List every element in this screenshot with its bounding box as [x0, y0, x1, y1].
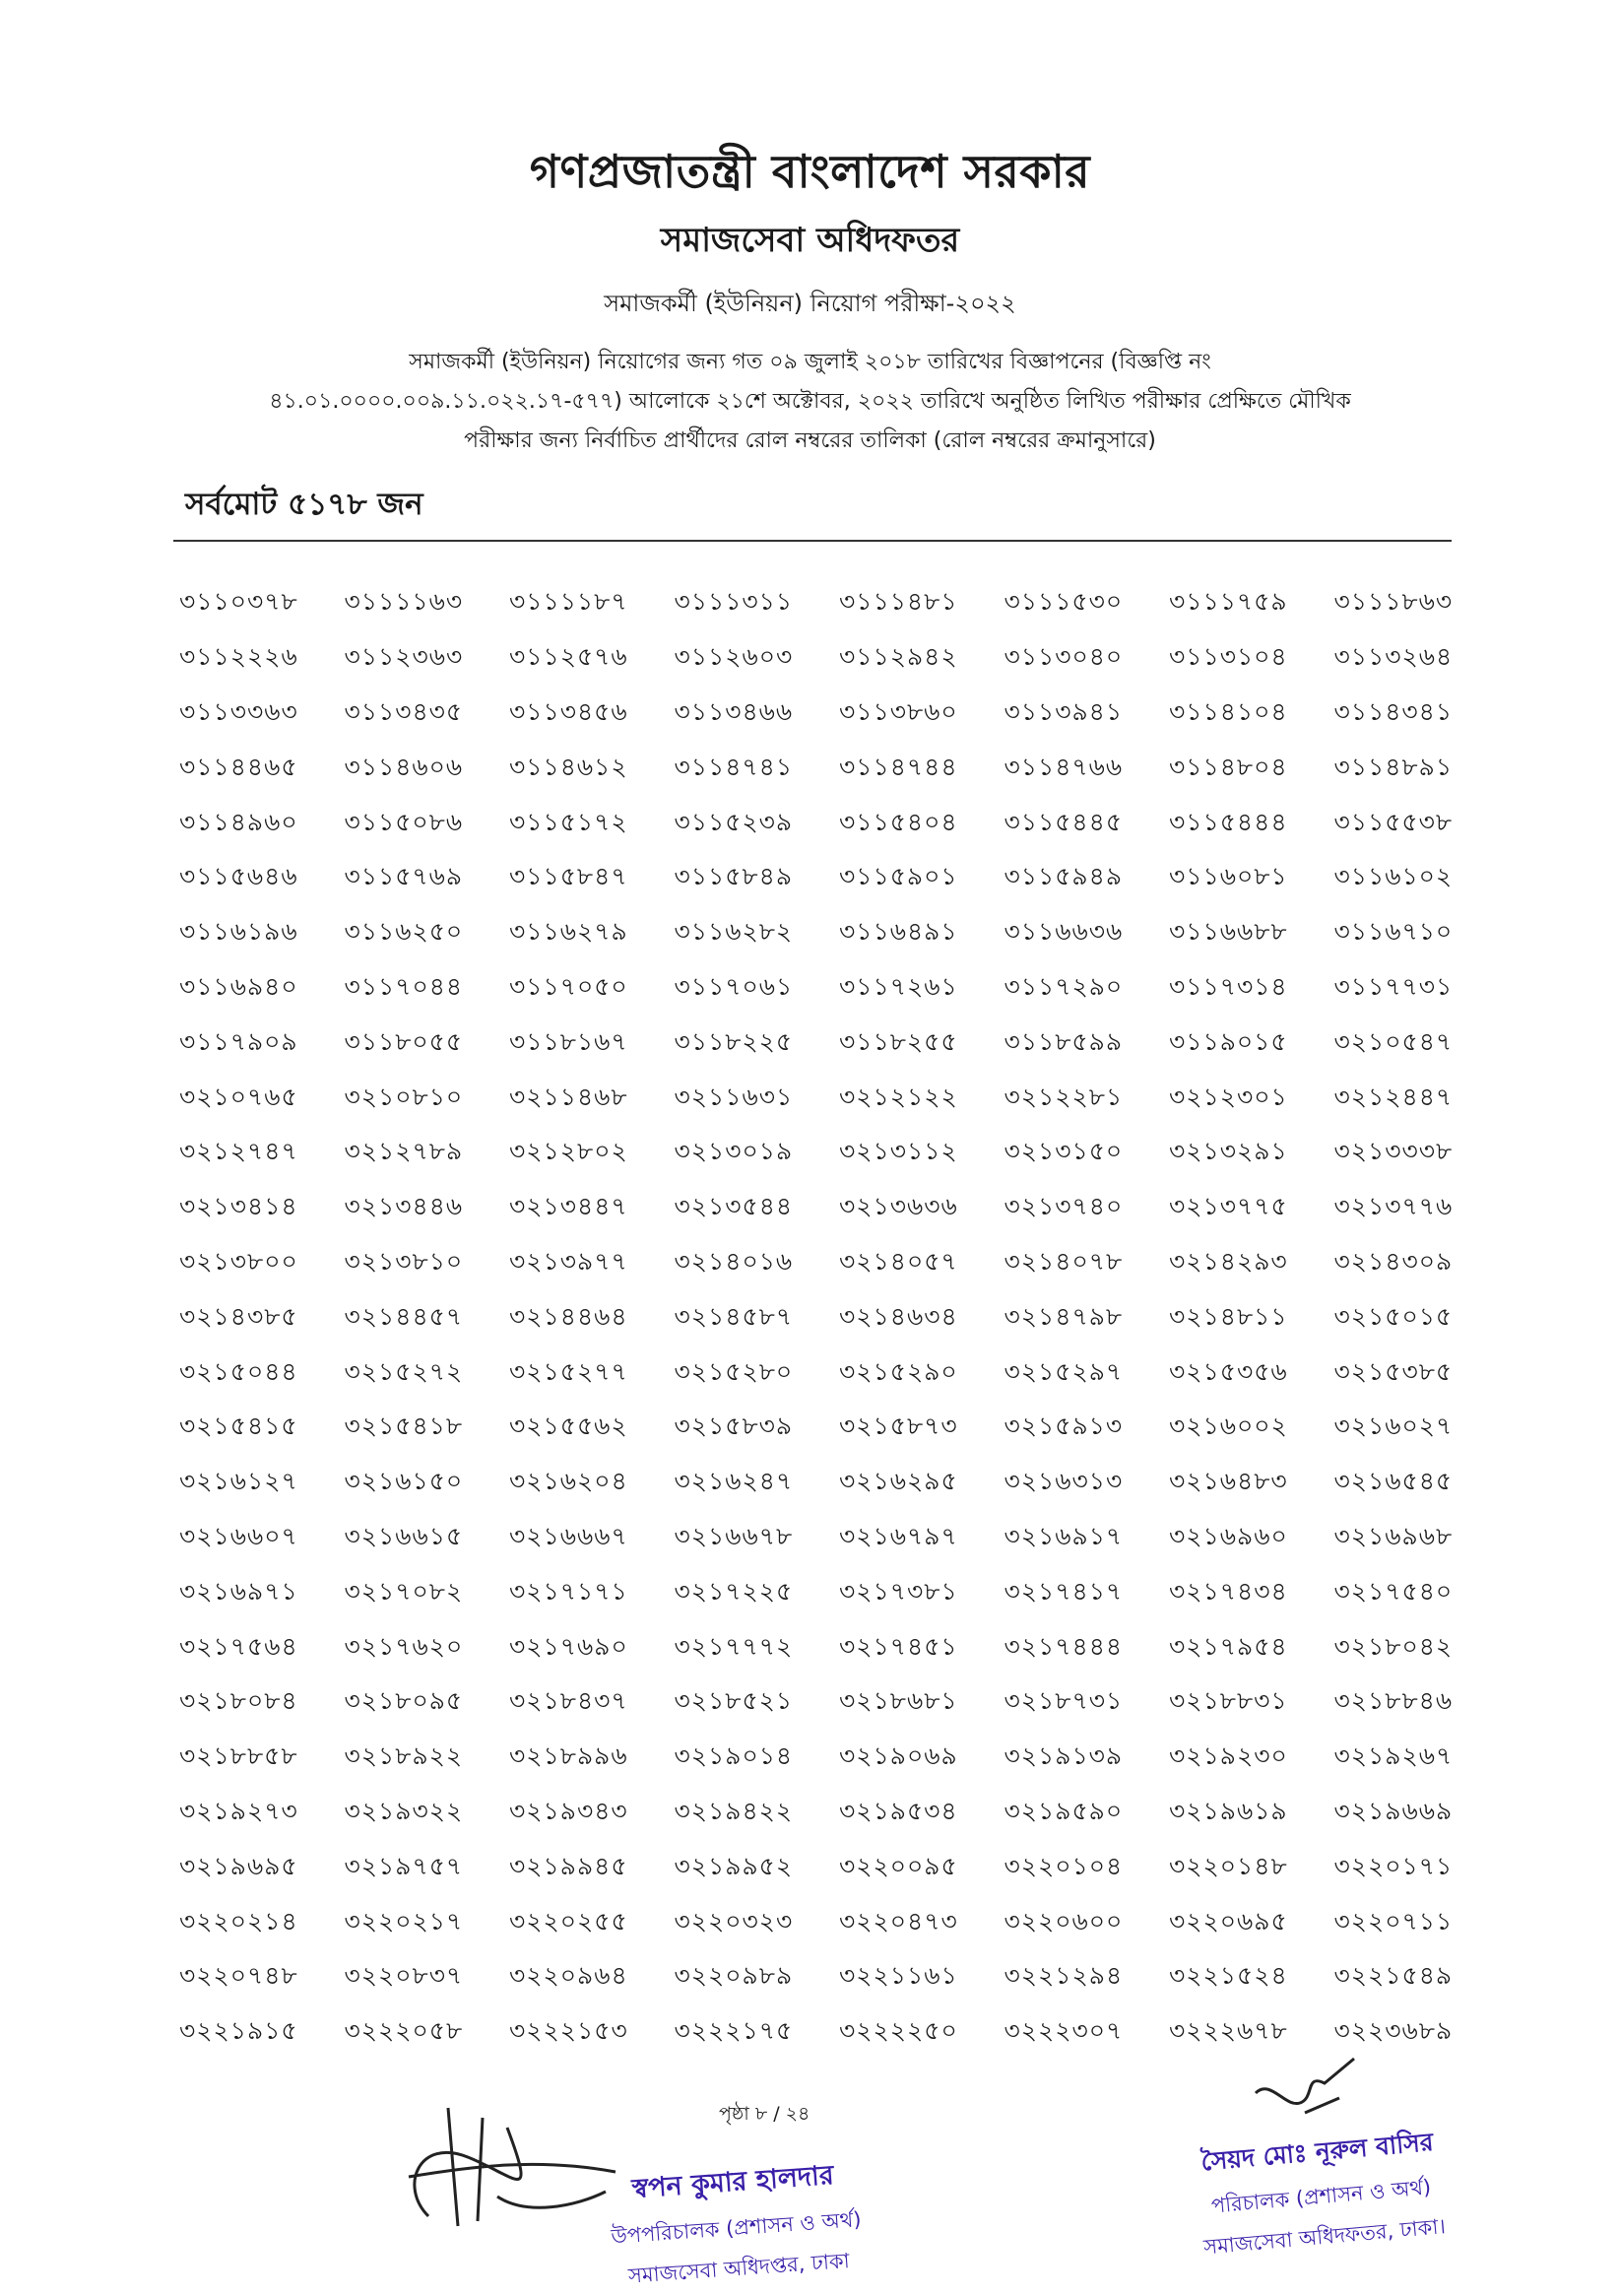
roll-number: ৩২১৭৩৮১ [839, 1576, 958, 1606]
roll-number: ৩২১৭৯৫৪ [1169, 1631, 1288, 1661]
roll-number: ৩১১২২২৬ [179, 642, 298, 672]
roll-number: ৩২১০৮১০ [344, 1082, 464, 1111]
roll-number: ৩২২১২৯৪ [1004, 1961, 1124, 1991]
roll-number: ৩১১১১৮৭ [509, 587, 628, 617]
roll-number: ৩২১৯২৭৩ [179, 1796, 298, 1825]
roll-number: ৩২১৫০৪৪ [179, 1356, 298, 1386]
roll-number: ৩১১৫৮৪৭ [509, 862, 628, 891]
signatory-designation: উপপরিচালক (প্রশাসন ও অর্থ) [610, 2207, 863, 2249]
roll-number: ৩১১৯০১৫ [1169, 1026, 1288, 1056]
roll-number: ৩২১৫২৯০ [839, 1356, 958, 1386]
roll-number: ৩১১১৫৩০ [1004, 587, 1124, 617]
roll-number: ৩২১৫২৮০ [674, 1356, 794, 1386]
roll-number: ৩১১২৫৭৬ [509, 642, 628, 672]
roll-number: ৩২১৬৯৭১ [179, 1576, 298, 1606]
roll-number: ৩২১৮৮৪৬ [1333, 1686, 1454, 1716]
roll-number: ৩১১৭০৪৪ [344, 971, 464, 1001]
roll-number: ৩১১৩০৪০ [1004, 642, 1124, 672]
roll-number: ৩২২১৯১৫ [179, 2016, 298, 2046]
roll-number: ৩১১১৮৬৩ [1333, 587, 1454, 617]
roll-number: ৩১১৬২৫০ [344, 917, 464, 947]
roll-number: ৩২১৫৮৩৯ [674, 1411, 794, 1441]
roll-number: ৩২২০৭৪৮ [179, 1961, 298, 1991]
roll-number: ৩২১৬৩১৩ [1004, 1467, 1124, 1496]
roll-number: ৩১১২৩৬৩ [344, 642, 464, 672]
roll-number: ৩২১২৭৮৯ [344, 1137, 464, 1166]
roll-number: ৩১১৫৪৪৫ [1004, 807, 1124, 836]
roll-number: ৩২২০৬৯৫ [1169, 1906, 1288, 1935]
roll-number: ৩২১৭৪৪৪ [1004, 1631, 1124, 1661]
roll-number: ৩২১৩০১৯ [674, 1137, 794, 1166]
roll-number: ৩১১৩৩৬৩ [179, 696, 298, 726]
roll-number: ৩২১৮০৯৫ [344, 1686, 464, 1716]
page-number: পৃষ্ঠা ৮ / ২৪ [719, 2103, 810, 2125]
roll-number: ৩১১৭০৬১ [674, 971, 794, 1001]
roll-number: ৩২১৬৭৯৭ [839, 1521, 958, 1550]
roll-number: ৩১১৭৯০৯ [179, 1026, 298, 1056]
roll-number: ৩১১৬৬৩৬ [1004, 917, 1124, 947]
roll-number: ৩২১৫২৭২ [344, 1356, 464, 1386]
roll-number: ৩২১৮৯৯৬ [509, 1741, 628, 1771]
roll-number: ৩২১৩১৫০ [1004, 1137, 1124, 1166]
roll-number: ৩২১৯৭৫৭ [344, 1851, 464, 1880]
roll-number: ৩২১৬৯১৭ [1004, 1521, 1124, 1550]
roll-number: ৩১১৩৯৪১ [1004, 696, 1124, 726]
roll-number: ৩২১৯৩৪৩ [509, 1796, 628, 1825]
roll-number: ৩২১৭৫৬৪ [179, 1631, 298, 1661]
roll-number: ৩১১৪৬১২ [509, 752, 628, 781]
roll-number: ৩২১৯৫৯০ [1004, 1796, 1124, 1825]
signatory-name: স্বপন কুমার হালদার [630, 2159, 835, 2205]
roll-number: ৩২২০২৫৫ [509, 1906, 628, 1935]
roll-number: ৩২১৬০০২ [1169, 1411, 1288, 1441]
roll-number: ৩১১৫৫৩৮ [1333, 807, 1454, 836]
roll-number: ৩২১৩৫৪৪ [674, 1192, 794, 1221]
roll-number: ৩২২০৪৭৩ [839, 1906, 958, 1935]
roll-number: ৩২২০২১৪ [179, 1906, 298, 1935]
roll-number: ৩২১৭৪৫১ [839, 1631, 958, 1661]
roll-number: ৩২১৬২৯৫ [839, 1467, 958, 1496]
roll-number: ৩২১৬৯৬৮ [1333, 1521, 1454, 1550]
roll-number: ৩১১৬৯৪০ [179, 971, 298, 1001]
roll-number: ৩১১১৪৮১ [839, 587, 958, 617]
roll-number: ৩২১৩৭৪০ [1004, 1192, 1124, 1221]
roll-number: ৩২১২৭৪৭ [179, 1137, 298, 1166]
roll-number: ৩২১৫৮৭৩ [839, 1411, 958, 1441]
roll-number: ৩১১৬৭১০ [1333, 917, 1454, 947]
roll-number: ৩২১৪৮১১ [1169, 1301, 1288, 1331]
roll-number: ৩১১৩৪৩৫ [344, 696, 464, 726]
roll-number: ৩১১৪৪৬৫ [179, 752, 298, 781]
roll-number: ৩২১৩৯৭৭ [509, 1246, 628, 1276]
roll-number: ৩২১২৪৪৭ [1333, 1082, 1454, 1111]
roll-number: ৩২১৭৪১৭ [1004, 1576, 1124, 1606]
roll-number: ৩১১৪৮৯১ [1333, 752, 1454, 781]
roll-number: ৩২১৯৪২২ [674, 1796, 794, 1825]
roll-number: ৩২১৩৩৩৮ [1333, 1137, 1454, 1166]
roll-number: ৩২১৩৪৪৬ [344, 1192, 464, 1221]
roll-number: ৩১১৬১০২ [1333, 862, 1454, 891]
signatory-name: সৈয়দ মোঃ নূরুল বাসির [1199, 2127, 1435, 2177]
roll-number: ৩১১৪৩৪১ [1333, 696, 1454, 726]
roll-number: ৩২২২০৫৮ [344, 2016, 464, 2046]
roll-number: ৩১১৫২৩৯ [674, 807, 794, 836]
roll-number: ৩২১৫৪১৮ [344, 1411, 464, 1441]
roll-number: ৩১১৬৬৮৮ [1169, 917, 1288, 947]
roll-number: ৩২১৫২৭৭ [509, 1356, 628, 1386]
roll-number: ৩২১৪৩০৯ [1333, 1246, 1454, 1276]
roll-number: ৩১১৬১৯৬ [179, 917, 298, 947]
roll-number: ৩২১৯২৩০ [1169, 1741, 1288, 1771]
roll-number: ৩২২২১৭৫ [674, 2016, 794, 2046]
roll-number: ৩২১৬৯৬০ [1169, 1521, 1288, 1550]
roll-number: ৩২১৫৫৬২ [509, 1411, 628, 1441]
roll-number: ৩২১৭৬৯০ [509, 1631, 628, 1661]
department-title: সমাজসেবা অধিদফতর [660, 221, 960, 260]
roll-number: ৩১১৫০৮৬ [344, 807, 464, 836]
roll-number: ৩২১৮০৮৪ [179, 1686, 298, 1716]
roll-number: ৩১১৪৭৪৪ [839, 752, 958, 781]
roll-number: ৩২১২১২২ [839, 1082, 958, 1111]
roll-number: ৩২১৭২২৫ [674, 1576, 794, 1606]
roll-number: ৩২১৪৩৮৫ [179, 1301, 298, 1331]
roll-number: ৩২১৮৫২১ [674, 1686, 794, 1716]
roll-number: ৩২১৬৬৭৮ [674, 1521, 794, 1550]
roll-number: ৩২১৪২৯৩ [1169, 1246, 1288, 1276]
signatory-designation: পরিচালক (প্রশাসন ও অর্থ) [1209, 2175, 1432, 2218]
roll-number: ৩২১৪০৫৭ [839, 1246, 958, 1276]
signatory-office: সমাজসেবা অধিদপ্তর, ঢাকা [627, 2249, 851, 2288]
roll-number: ৩২১৬২৪৭ [674, 1467, 794, 1496]
roll-number: ৩২১৪০১৬ [674, 1246, 794, 1276]
roll-number: ৩১১৭২৬১ [839, 971, 958, 1001]
roll-number: ৩২১৯৩২২ [344, 1796, 464, 1825]
roll-number: ৩১১৫৭৬৯ [344, 862, 464, 891]
roll-number: ৩২১৮৮৩১ [1169, 1686, 1288, 1716]
divider [173, 540, 1452, 542]
roll-number: ৩২১২৮০২ [509, 1137, 628, 1166]
roll-number: ৩১১৭০৫০ [509, 971, 628, 1001]
roll-number: ৩২২৩৬৮৯ [1333, 2016, 1454, 2046]
roll-number: ৩১১৬২৭৯ [509, 917, 628, 947]
roll-number: ৩২১৯০৬৯ [839, 1741, 958, 1771]
roll-number: ৩২১৭৫৪০ [1333, 1576, 1454, 1606]
roll-number: ৩১১৩১০৪ [1169, 642, 1288, 672]
roll-number: ৩২১৩৪১৪ [179, 1192, 298, 1221]
roll-number: ৩১১০৩৭৮ [179, 587, 298, 617]
roll-number: ৩২১৯৯৪৫ [509, 1851, 628, 1880]
roll-number: ৩২১৫৪১৫ [179, 1411, 298, 1441]
roll-number: ৩১১৫৪৪৪ [1169, 807, 1288, 836]
roll-number: ৩২২০১৭১ [1333, 1851, 1454, 1880]
roll-number-grid [179, 576, 1499, 2061]
roll-number: ৩১১৬০৮১ [1169, 862, 1288, 891]
roll-number: ৩২১৫৩৫৬ [1169, 1356, 1288, 1386]
roll-number: ৩১১৩৪৬৬ [674, 696, 794, 726]
roll-number: ৩২১৩৮১০ [344, 1246, 464, 1276]
roll-number: ৩১১৫৮৪৯ [674, 862, 794, 891]
roll-number: ৩২১৬১৫০ [344, 1467, 464, 1496]
roll-number: ৩২১৬০২৭ [1333, 1411, 1454, 1441]
roll-number: ৩১১৮২৫৫ [839, 1026, 958, 1056]
roll-number: ৩২১৫২৯৭ [1004, 1356, 1124, 1386]
roll-number: ৩২২১১৬১ [839, 1961, 958, 1991]
roll-number: ৩২১৯৯৫২ [674, 1851, 794, 1880]
roll-number: ৩১১৭৭৩১ [1333, 971, 1454, 1001]
roll-number: ৩২২০২১৭ [344, 1906, 464, 1935]
roll-number: ৩২১৩৭৭৫ [1169, 1192, 1288, 1221]
stamp-left-signatory [607, 2153, 866, 2295]
roll-number: ৩২২১৫২৪ [1169, 1961, 1288, 1991]
roll-number: ৩২২০৮৩৭ [344, 1961, 464, 1991]
roll-number: ৩২২০১০৪ [1004, 1851, 1124, 1880]
roll-number: ৩২২০৬০০ [1004, 1906, 1124, 1935]
roll-number: ৩১১৪৯৬০ [179, 807, 298, 836]
roll-number: ৩১১৮১৬৭ [509, 1026, 628, 1056]
notice-line: ৪১.০১.০০০০.০০৯.১১.০২২.১৭-৫৭৭) আলোকে ২১শে অক্টোবর, ২০২২ তারিখে অনুষ্ঠিত লিখিত পরীক্ষার প্রেক্ষিতে মৌখিক [269, 389, 1351, 414]
notice-line: পরীক্ষার জন্য নির্বাচিত প্রার্থীদের রোল নম্বরের তালিকা (রোল নম্বরের ক্রমানুসারে) [464, 428, 1156, 453]
handwritten-signature-left [389, 2098, 625, 2236]
roll-number: ৩১১৭২৯০ [1004, 971, 1124, 1001]
roll-number: ৩২১৮৬৮১ [839, 1686, 958, 1716]
roll-number: ৩২১০৭৬৫ [179, 1082, 298, 1111]
notice-paragraph [0, 343, 1620, 461]
roll-number: ৩২২২১৫৩ [509, 2016, 628, 2046]
roll-number: ৩২১২২৮১ [1004, 1082, 1124, 1111]
handwritten-signature-right [1246, 2054, 1364, 2132]
roll-number: ৩২১৯২৬৭ [1333, 1741, 1454, 1771]
roll-number: ৩২১৬৬১৫ [344, 1521, 464, 1550]
notice-line: সমাজকর্মী (ইউনিয়ন) নিয়োগের জন্য গত ০৯ জুলাই ২০১৮ তারিখের বিজ্ঞাপনের (বিজ্ঞপ্তি নং [409, 350, 1211, 374]
roll-number: ৩২১৩৬৩৬ [839, 1192, 958, 1221]
roll-number: ৩২১৪৭৯৮ [1004, 1301, 1124, 1331]
roll-number: ৩২১২৩০১ [1169, 1082, 1288, 1111]
roll-number: ৩১১৫৪০৪ [839, 807, 958, 836]
roll-number: ৩২১৬৫৪৫ [1333, 1467, 1454, 1496]
roll-number: ৩২১৯৬৯৫ [179, 1851, 298, 1880]
roll-number: ৩১১৩২৬৪ [1333, 642, 1454, 672]
roll-number: ৩২২২৩০৭ [1004, 2016, 1124, 2046]
roll-number: ৩১১৭৩১৪ [1169, 971, 1288, 1001]
government-title: গণপ্রজাতন্ত্রী বাংলাদেশ সরকার [529, 145, 1091, 198]
roll-number: ৩১১৫৯৪৯ [1004, 862, 1124, 891]
roll-number: ৩১১৪৬০৬ [344, 752, 464, 781]
roll-number: ৩২১৭৭৭২ [674, 1631, 794, 1661]
roll-number: ৩২১৬৬০৭ [179, 1521, 298, 1550]
roll-number: ৩২১৩১১২ [839, 1137, 958, 1166]
roll-number: ৩২২০১৪৮ [1169, 1851, 1288, 1880]
roll-number: ৩২১৬২০৪ [509, 1467, 628, 1496]
roll-number: ৩২১৯৫৩৪ [839, 1796, 958, 1825]
roll-number: ৩২১৮০৪২ [1333, 1631, 1454, 1661]
total-candidates: সর্বমোট ৫১৭৮ জন [185, 487, 423, 522]
roll-number: ৩২২০৯৮৯ [674, 1961, 794, 1991]
roll-number: ৩২১৭৪৩৪ [1169, 1576, 1288, 1606]
roll-number: ৩২১৭১৭১ [509, 1576, 628, 1606]
roll-number: ৩১১১৩১১ [674, 587, 794, 617]
roll-number: ৩২১৪৫৮৭ [674, 1301, 794, 1331]
roll-number: ৩২১৩২৯১ [1169, 1137, 1288, 1166]
roll-number: ৩২১৩৭৭৬ [1333, 1192, 1454, 1221]
roll-number: ৩১১২৬০৩ [674, 642, 794, 672]
roll-number: ৩২১৭৬২০ [344, 1631, 464, 1661]
roll-number: ৩২২২৬৭৮ [1169, 2016, 1288, 2046]
roll-number: ৩১১১৭৫৯ [1169, 587, 1288, 617]
roll-number: ৩১১৮০৫৫ [344, 1026, 464, 1056]
roll-number: ৩১১৪৭৪১ [674, 752, 794, 781]
roll-number: ৩১১৫১৭২ [509, 807, 628, 836]
roll-number: ৩২১৬৬৬৭ [509, 1521, 628, 1550]
roll-number: ৩২১১৪৬৮ [509, 1082, 628, 1111]
roll-number: ৩২১৯৬১৯ [1169, 1796, 1288, 1825]
roll-number: ৩২২১৫৪৯ [1333, 1961, 1454, 1991]
roll-number: ৩১১৮২২৫ [674, 1026, 794, 1056]
roll-number: ৩২২০৩২৩ [674, 1906, 794, 1935]
signatory-office: সমাজসেবা অধিদফতর, ঢাকা। [1202, 2214, 1447, 2260]
roll-number: ৩২১৮৮৫৮ [179, 1741, 298, 1771]
roll-number: ৩২১০৫৪৭ [1333, 1026, 1454, 1056]
roll-number: ৩২১৪৪৬৪ [509, 1301, 628, 1331]
roll-number: ৩২২০৭১১ [1333, 1906, 1454, 1935]
roll-number: ৩২১৪৬৩৪ [839, 1301, 958, 1331]
roll-number: ৩২১৫৯১৩ [1004, 1411, 1124, 1441]
roll-number: ৩২১৮৪৩৭ [509, 1686, 628, 1716]
roll-number: ৩১১৪৮০৪ [1169, 752, 1288, 781]
roll-number: ৩২১৯১৩৯ [1004, 1741, 1124, 1771]
roll-number: ৩২১৬৪৮৩ [1169, 1467, 1288, 1496]
stamp-right-signatory [1195, 2122, 1447, 2265]
exam-title: সমাজকর্মী (ইউনিয়ন) নিয়োগ পরীক্ষা-২০২২ [604, 290, 1016, 317]
roll-number: ৩২১৮৭৩১ [1004, 1686, 1124, 1716]
roll-number: ৩২২০৯৬৪ [509, 1961, 628, 1991]
roll-number: ৩১১৫৯০১ [839, 862, 958, 891]
roll-number: ৩১১৮৫৯৯ [1004, 1026, 1124, 1056]
roll-number: ৩১১২৯৪২ [839, 642, 958, 672]
roll-number: ৩১১৩৪৫৬ [509, 696, 628, 726]
roll-number: ৩১১৬২৮২ [674, 917, 794, 947]
roll-number: ৩২১৯৬৬৯ [1333, 1796, 1454, 1825]
roll-number: ৩২১৫৩৮৫ [1333, 1356, 1454, 1386]
roll-number: ৩২১১৬৩১ [674, 1082, 794, 1111]
roll-number: ৩২১৬১২৭ [179, 1467, 298, 1496]
roll-number: ৩১১৬৪৯১ [839, 917, 958, 947]
roll-number: ৩২১৪৪৫৭ [344, 1301, 464, 1331]
roll-number: ৩২২২২৫০ [839, 2016, 958, 2046]
roll-number: ৩১১৫৬৪৬ [179, 862, 298, 891]
roll-number: ৩১১৪১০৪ [1169, 696, 1288, 726]
roll-number: ৩২১৭০৮২ [344, 1576, 464, 1606]
roll-number: ৩১১৩৮৬০ [839, 696, 958, 726]
roll-number: ৩২১৫০১৫ [1333, 1301, 1454, 1331]
roll-number: ৩২১৩৮০০ [179, 1246, 298, 1276]
roll-number: ৩২১৩৪৪৭ [509, 1192, 628, 1221]
roll-number: ৩২১৮৯২২ [344, 1741, 464, 1771]
roll-number: ৩২১৪০৭৮ [1004, 1246, 1124, 1276]
roll-number: ৩১১১১৬৩ [344, 587, 464, 617]
roll-number: ৩১১৪৭৬৬ [1004, 752, 1124, 781]
roll-number: ৩২১৯০১৪ [674, 1741, 794, 1771]
roll-number: ৩২২০০৯৫ [839, 1851, 958, 1880]
